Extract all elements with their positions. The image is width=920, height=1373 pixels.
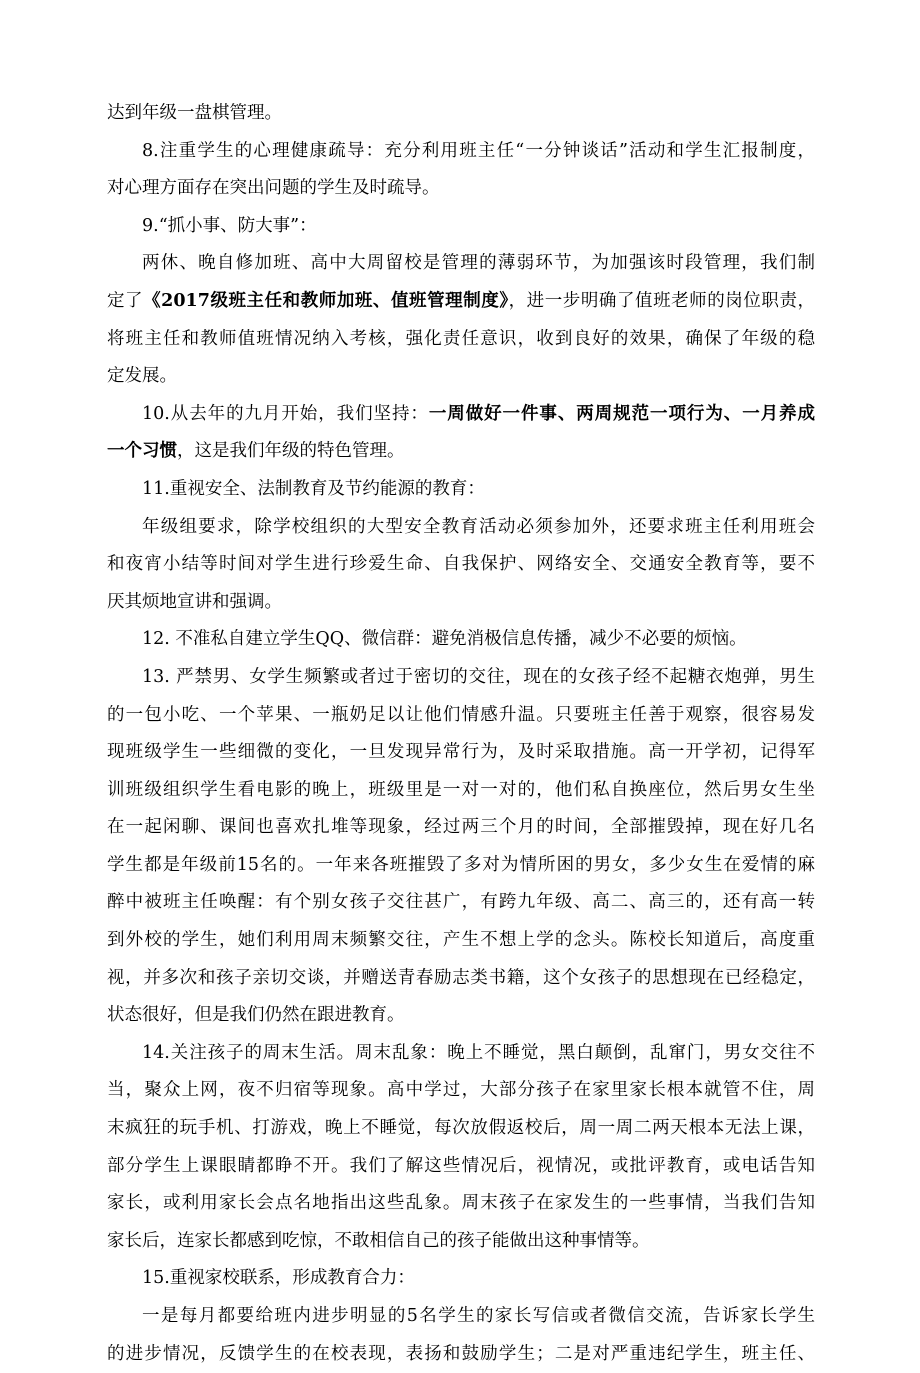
document-body — [107, 95, 815, 1373]
bold-text: 《2017级班主任和教师加班、值班管理制度》 — [143, 290, 509, 311]
text-line: 12. 不准私自建立学生QQ、微信群：避免消极信息传播，减少不必要的烦恼。 — [142, 629, 747, 650]
text-line: 家长，或利用家长会点名地指出这些乱象。周末孩子在家发生的一些事情，当我们告知 — [107, 1193, 815, 1214]
text-line: 状态很好，但是我们仍然在跟进教育。 — [107, 1005, 405, 1026]
text-line: 现班级学生一些细微的变化，一旦发现异常行为，及时采取措施。高一开学初，记得军 — [107, 742, 815, 763]
text-line: 视，并多次和孩子亲切交谈，并赠送青春励志类书籍，这个女孩子的思想现在已经稳定， — [107, 967, 815, 988]
text-line: 一个习惯，这是我们年级的特色管理。 — [107, 441, 405, 462]
text-line: 15.重视家校联系，形成教育合力： — [142, 1268, 415, 1289]
text-line: 年级组要求，除学校组织的大型安全教育活动必须参加外，还要求班主任利用班会 — [142, 516, 815, 537]
text-line: 14.关注孩子的周末生活。周末乱象：晚上不睡觉，黑白颠倒，乱窜门，男女交往不 — [142, 1042, 815, 1063]
bold-text: 一个习惯 — [107, 441, 177, 462]
bold-text: 一周做好一件事、两周规范一项行为、一月养成 — [428, 403, 815, 424]
text-line: 13. 严禁男、女学生频繁或者过于密切的交往，现在的女孩子经不起糖衣炮弹，男生 — [142, 666, 815, 687]
text-line: 在一起闲聊、课间也喜欢扎堆等现象，经过两三个月的时间，全部摧毁掉，现在好几名 — [107, 817, 815, 838]
text-line: 定了《2017级班主任和教师加班、值班管理制度》，进一步明确了值班老师的岗位职责， — [107, 290, 815, 311]
text-line: 两休、晚自修加班、高中大周留校是管理的薄弱环节，为加强该时段管理，我们制 — [142, 253, 815, 274]
text-line: 家长后，连家长都感到吃惊，不敢相信自己的孩子能做出这种事情等。 — [107, 1230, 650, 1251]
text-line: 对心理方面存在突出问题的学生及时疏导。 — [107, 178, 440, 199]
text-line: 学生都是年级前15名的。一年来各班摧毁了多对为情所困的男女，多少女生在爱情的麻 — [107, 854, 815, 875]
text-line: 10.从去年的九月开始，我们坚持：一周做好一件事、两周规范一项行为、一月养成 — [142, 403, 815, 424]
text-line: 到外校的学生，她们利用周末频繁交往，产生不想上学的念头。陈校长知道后，高度重 — [107, 930, 815, 951]
text-line: 醉中被班主任唤醒：有个别女孩子交往甚广，有跨九年级、高二、高三的，还有高一转 — [107, 892, 815, 913]
text-line: 末疯狂的玩手机、打游戏，晚上不睡觉，每次放假返校后，周一周二两天根本无法上课， — [107, 1118, 815, 1139]
text-line: 将班主任和教师值班情况纳入考核，强化责任意识，收到良好的效果，确保了年级的稳 — [107, 328, 815, 349]
text-line: 9.“抓小事、防大事”： — [142, 215, 317, 236]
text-line: 部分学生上课眼睛都睁不开。我们了解这些情况后，视情况，或批评教育，或电话告知 — [107, 1155, 815, 1176]
text-line: 的一包小吃、一个苹果、一瓶奶足以让他们情感升温。只要班主任善于观察，很容易发 — [107, 704, 815, 725]
text-line: 当，聚众上网，夜不归宿等现象。高中学过，大部分孩子在家里家长根本就管不住，周 — [107, 1080, 815, 1101]
text-line: 8.注重学生的心理健康疏导：充分利用班主任“一分钟谈话”活动和学生汇报制度， — [142, 140, 815, 161]
text-line: 厌其烦地宣讲和强调。 — [107, 591, 282, 612]
text-line: 一是每月都要给班内进步明显的5名学生的家长写信或者微信交流，告诉家长学生 — [142, 1306, 815, 1326]
text-line: 训班级组织学生看电影的晚上，班级里是一对一对的，他们私自换座位，然后男女生坐 — [107, 779, 815, 800]
text-line: 和夜宵小结等时间对学生进行珍爱生命、自我保护、网络安全、交通安全教育等，要不 — [107, 554, 815, 575]
text-line: 达到年级一盘棋管理。 — [107, 103, 282, 123]
text-line: 定发展。 — [107, 366, 177, 387]
text-line: 11.重视安全、法制教育及节约能源的教育： — [142, 478, 485, 499]
text-line: 的进步情况，反馈学生的在校表现，表扬和鼓励学生；二是对严重违纪学生，班主任、 — [107, 1343, 815, 1364]
